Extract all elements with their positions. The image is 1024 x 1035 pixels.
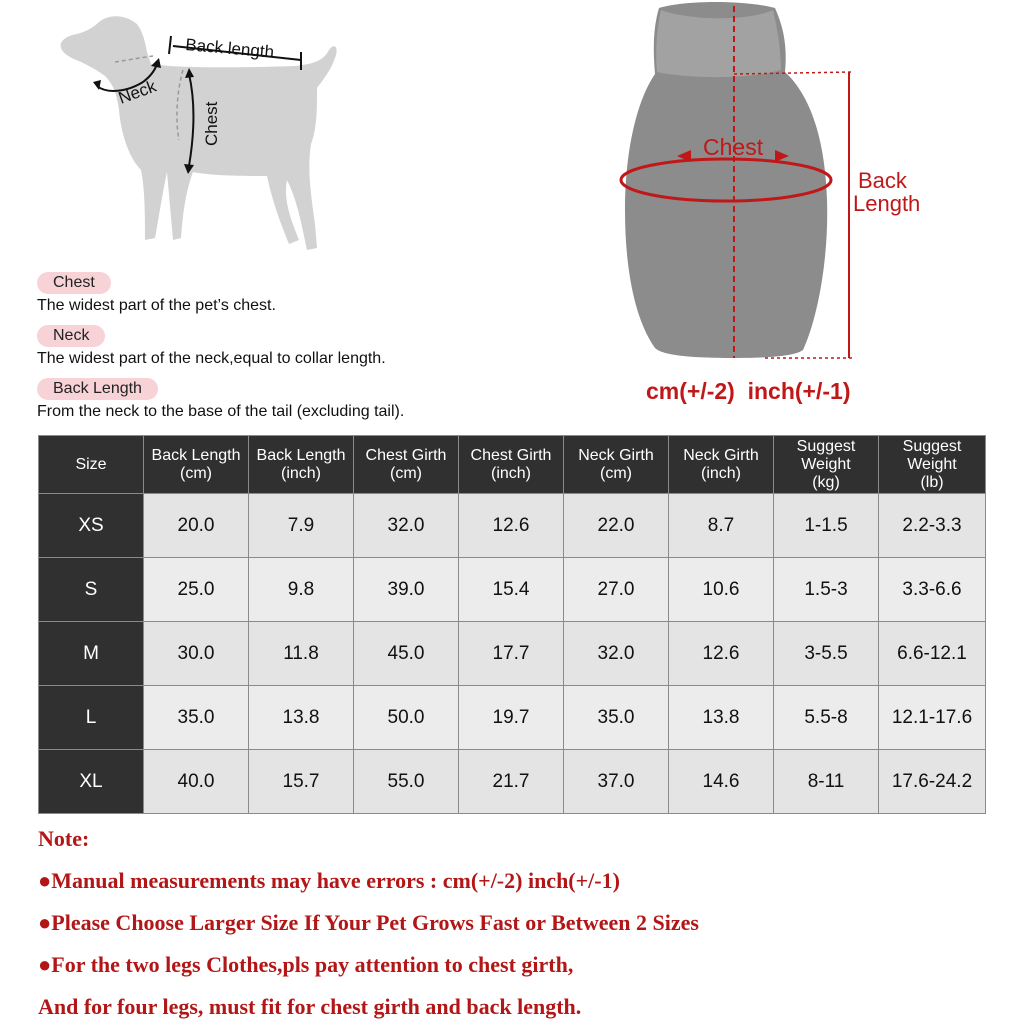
table-cell: 35.0 [144, 686, 249, 750]
table-row [39, 686, 986, 750]
table-row [39, 750, 986, 814]
header-chest-girth-inch: Chest Girth (inch) [459, 436, 564, 494]
table-cell: 30.0 [144, 622, 249, 686]
table-row [39, 558, 986, 622]
dog-back-length-label: Back length [184, 35, 275, 62]
size-cell: L [39, 686, 144, 750]
table-cell: 20.0 [144, 494, 249, 558]
size-chart-table [38, 435, 986, 814]
note-line: ●For the two legs Clothes,pls pay attention to chest girth, [38, 952, 574, 977]
table-cell: 5.5-8 [774, 686, 879, 750]
table-cell: 17.6-24.2 [879, 750, 986, 814]
table-cell: 12.6 [459, 494, 564, 558]
vest-back-label-line1: Back [858, 168, 907, 193]
table-cell: 14.6 [669, 750, 774, 814]
header-neck-girth-inch: Neck Girth (inch) [669, 436, 774, 494]
table-row [39, 622, 986, 686]
notes-heading: Note: [38, 826, 90, 851]
table-cell: 3-5.5 [774, 622, 879, 686]
size-cell: S [39, 558, 144, 622]
note-line: ●Please Choose Larger Size If Your Pet Grows Fast or Between 2 Sizes [38, 910, 699, 935]
table-cell: 6.6-12.1 [879, 622, 986, 686]
table-cell: 40.0 [144, 750, 249, 814]
table-cell: 1-1.5 [774, 494, 879, 558]
table-cell: 19.7 [459, 686, 564, 750]
size-cell: XL [39, 750, 144, 814]
table-cell: 13.8 [669, 686, 774, 750]
dog-neck-label: Neck [115, 76, 159, 108]
note-line: ●Manual measurements may have errors : cm(+/-2) inch(+/-1) [38, 868, 620, 893]
header-weight-lb: Suggest Weight (lb) [879, 436, 986, 494]
table-cell: 12.6 [669, 622, 774, 686]
table-cell: 15.4 [459, 558, 564, 622]
table-cell: 11.8 [249, 622, 354, 686]
vest-chest-label: Chest [703, 134, 764, 160]
table-cell: 8.7 [669, 494, 774, 558]
table-cell: 12.1-17.6 [879, 686, 986, 750]
table-cell: 9.8 [249, 558, 354, 622]
header-weight-kg: Suggest Weight (kg) [774, 436, 879, 494]
table-cell: 39.0 [354, 558, 459, 622]
legend-back-length-description: From the neck to the base of the tail (excluding tail). [37, 403, 405, 420]
legend-back-length-term: Back Length [37, 378, 158, 400]
dog-measurement-diagram [55, 10, 355, 260]
table-cell: 10.6 [669, 558, 774, 622]
table-cell: 13.8 [249, 686, 354, 750]
legend-back-length [37, 378, 404, 421]
table-cell: 35.0 [564, 686, 669, 750]
table-cell: 27.0 [564, 558, 669, 622]
table-cell: 25.0 [144, 558, 249, 622]
notes-section [38, 825, 998, 1035]
legend-neck [37, 325, 386, 368]
table-header-row [39, 436, 986, 494]
table-cell: 15.7 [249, 750, 354, 814]
vest-measurement-diagram [615, 0, 945, 372]
header-back-length-cm: Back Length (cm) [144, 436, 249, 494]
vest-collar-shade [656, 10, 781, 77]
table-cell: 8-11 [774, 750, 879, 814]
table-cell: 22.0 [564, 494, 669, 558]
table-row [39, 494, 986, 558]
header-back-length-inch: Back Length (inch) [249, 436, 354, 494]
header-neck-girth-cm: Neck Girth (cm) [564, 436, 669, 494]
table-cell: 32.0 [354, 494, 459, 558]
legend-neck-description: The widest part of the neck,equal to collar length. [37, 350, 386, 367]
legend-chest-description: The widest part of the pet’s chest. [37, 297, 276, 314]
legend-chest-term: Chest [37, 272, 111, 294]
tolerance-label: cm(+/-2) inch(+/-1) [646, 378, 851, 404]
table-cell: 21.7 [459, 750, 564, 814]
table-cell: 55.0 [354, 750, 459, 814]
size-cell: XS [39, 494, 144, 558]
header-size: Size [39, 436, 144, 494]
table-cell: 7.9 [249, 494, 354, 558]
table-cell: 3.3-6.6 [879, 558, 986, 622]
table-cell: 17.7 [459, 622, 564, 686]
dog-chest-label: Chest [202, 101, 221, 146]
header-chest-girth-cm: Chest Girth (cm) [354, 436, 459, 494]
back-length-tick-left [169, 36, 171, 54]
vest-back-label-line2: Length [853, 191, 921, 216]
size-cell: M [39, 622, 144, 686]
table-cell: 45.0 [354, 622, 459, 686]
table-cell: 2.2-3.3 [879, 494, 986, 558]
legend-chest [37, 272, 276, 315]
legend-neck-term: Neck [37, 325, 105, 347]
table-cell: 32.0 [564, 622, 669, 686]
note-line: And for four legs, must fit for chest girth and back length. [38, 994, 582, 1019]
table-cell: 1.5-3 [774, 558, 879, 622]
table-cell: 50.0 [354, 686, 459, 750]
table-cell: 37.0 [564, 750, 669, 814]
